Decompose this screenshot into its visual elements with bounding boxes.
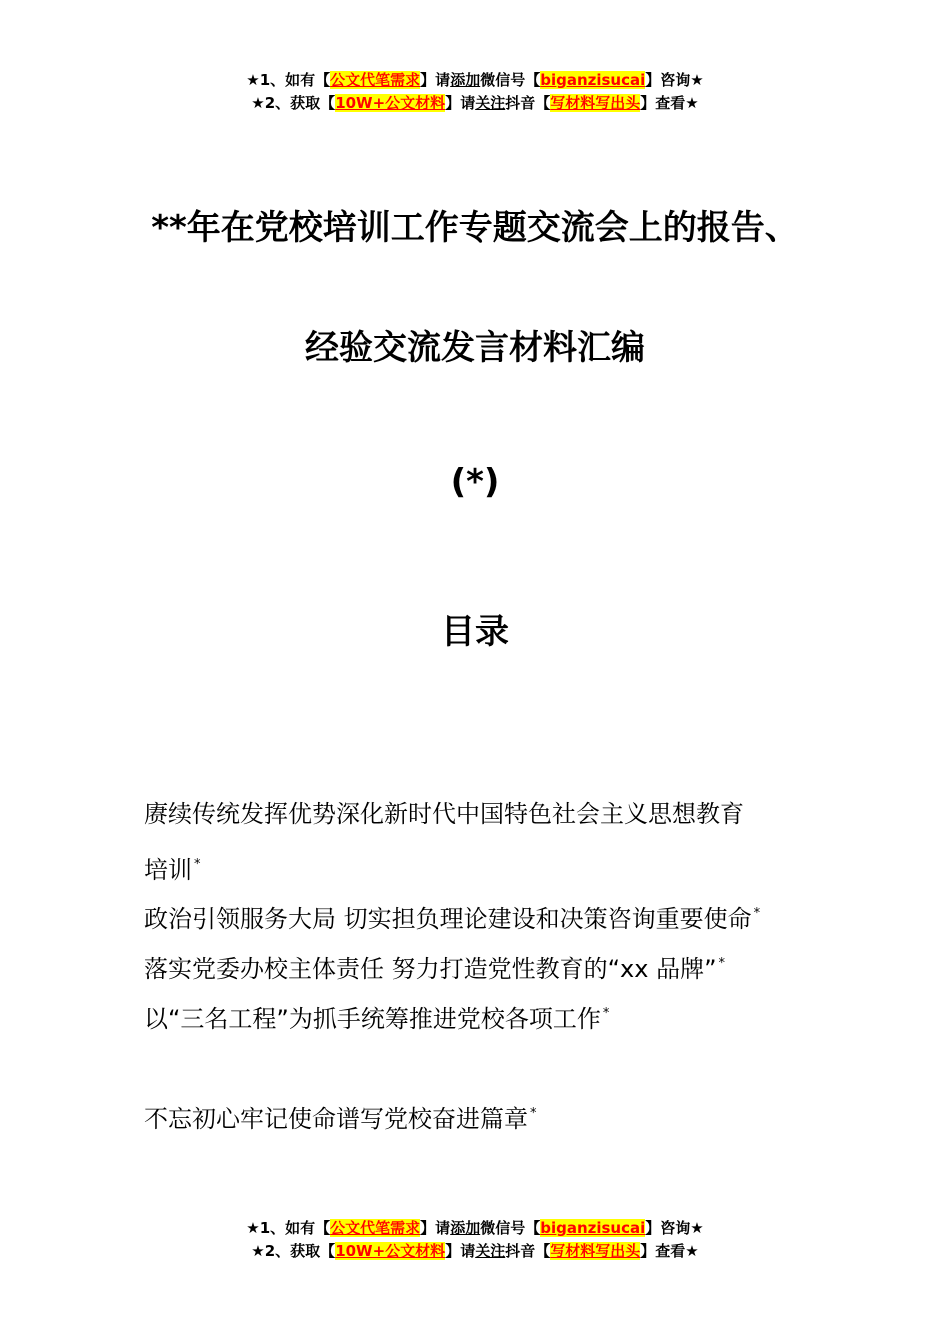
highlight-douyin-account: 写材料写出头 xyxy=(550,1242,641,1260)
document-title-line-1: **年在党校培训工作专题交流会上的报告、 xyxy=(151,208,799,248)
toc-item-2: 政治引领服务大局 切实担负理论建设和决策咨询重要使命 * xyxy=(144,905,761,933)
footer-banner xyxy=(0,1217,950,1263)
highlight-wechat-id: biganzisucai xyxy=(540,1219,646,1237)
toc-item-3: 落实党委办校主体责任 努力打造党性教育的“xx 品牌” * xyxy=(144,955,726,983)
banner-line-2: ★2、获取【10W+公文材料】请关注抖音【写材料写出头】查看★ xyxy=(251,94,699,112)
toc-item-5: 不忘初心牢记使命谱写党校奋进篇章 * xyxy=(144,1105,537,1133)
toc-mark: * xyxy=(602,1006,610,1021)
toc-item-4: 以“三名工程”为抓手统筹推进党校各项工作 * xyxy=(144,1005,610,1033)
banner-line-2: ★2、获取【10W+公文材料】请关注抖音【写材料写出头】查看★ xyxy=(251,1242,699,1260)
highlight-materials: 10W+公文材料 xyxy=(335,1242,446,1260)
document-title-line-2: 经验交流发言材料汇编 xyxy=(305,328,645,368)
contents-heading: 目录 xyxy=(441,612,509,652)
highlight-wechat-id: biganzisucai xyxy=(540,71,646,89)
toc-mark: * xyxy=(194,857,201,872)
toc-mark: * xyxy=(718,956,726,971)
toc-mark: * xyxy=(753,906,761,921)
document-subtitle: (*) xyxy=(450,462,500,502)
highlight-service: 公文代笔需求 xyxy=(330,1219,421,1237)
banner-line-1: ★1、如有【公文代笔需求】请添加微信号【biganzisucai】咨询★ xyxy=(246,71,704,89)
toc-mark: * xyxy=(530,1106,537,1121)
banner-line-1: ★1、如有【公文代笔需求】请添加微信号【biganzisucai】咨询★ xyxy=(246,1219,704,1237)
header-banner xyxy=(0,69,950,115)
highlight-douyin-account: 写材料写出头 xyxy=(550,94,641,112)
highlight-materials: 10W+公文材料 xyxy=(335,94,446,112)
highlight-service: 公文代笔需求 xyxy=(330,71,421,89)
toc-item-1: 赓续传统发挥优势深化新时代中国特色社会主义思想教育 培训 * xyxy=(144,800,744,884)
